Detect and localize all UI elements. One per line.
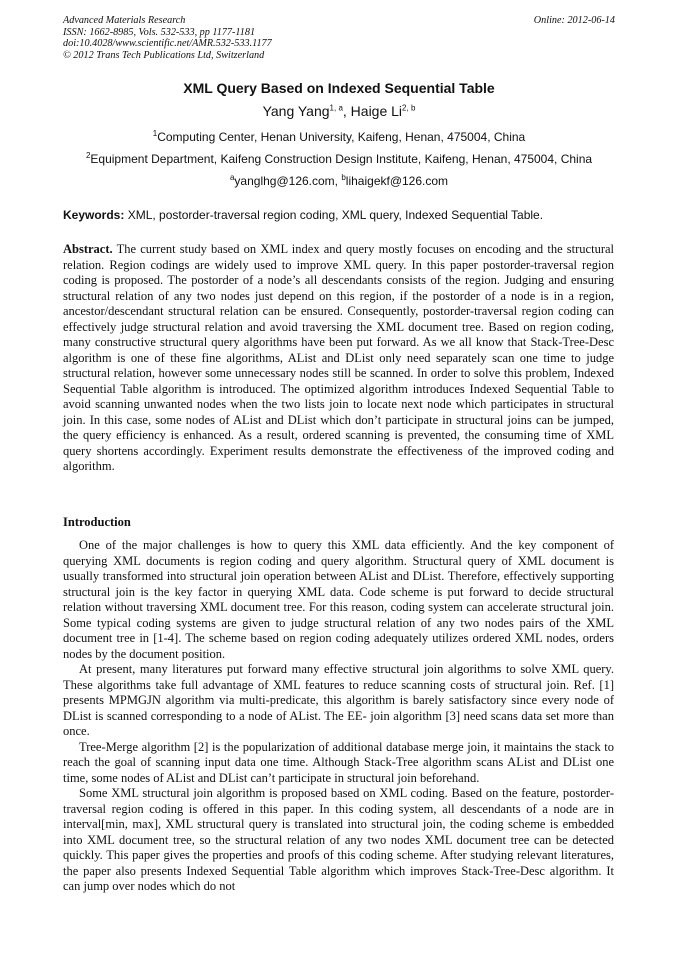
author-1: Yang Yang — [262, 103, 330, 119]
journal-name: Advanced Materials Research — [63, 15, 186, 26]
introduction-body — [63, 538, 614, 895]
running-header — [63, 15, 615, 61]
intro-paragraph-3: Tree-Merge algorithm [2] is the popularization of additional database merge join, it maintains the stack to reach the goal of scanning input data one time. Although Stack-Tree algorithm scans AList and DList one time, some nodes of AList and DList can’t participate in structural join beforehand. — [63, 739, 614, 785]
intro-paragraph-1: One of the major challenges is how to query this XML data efficiently. And the key component of querying XML documents is region coding and query algorithm. Structural query of XML document is usually transformed into structural join operation between AList and DList. Therefore, effectively supporting structural join is the key factor in querying XML data. Code scheme is put forward to decide structural relation without traversing XML document tree. For this reason, coding system can accelerate structural join. Some typical coding systems are given to judge structural relation of any two nodes pairs of the XML document tree in [1-4]. The scheme based on region coding adequately utilizes ordered XML nodes, orders nodes by the document position. — [63, 538, 614, 661]
intro-paragraph-2: At present, many literatures put forward many effective structural join algorithms to solve XML query. These algorithms take full advantage of XML features to reduce scanning costs of structural join. Ref. [1] presents MPMGJN algorithm via multi-predicate, this algorithm is barely satisfactory since every node of DList is scanned corresponding to a node of AList. The EE- join algorithm [3] need scans data set more than once. — [63, 662, 614, 738]
affiliation-2-text: Equipment Department, Kaifeng Construction Design Institute, Kaifeng, Henan, 475004, China — [90, 152, 593, 166]
affiliation-2 — [0, 152, 678, 166]
keywords-label: Keywords: — [63, 208, 125, 222]
abstract-label: Abstract. — [63, 242, 113, 256]
keywords — [63, 208, 623, 222]
email-line — [0, 174, 678, 188]
copyright-line: © 2012 Trans Tech Publications Ltd, Switzerland — [63, 49, 265, 61]
email-b: lihaigekf@126.com — [345, 174, 449, 188]
author-2: Haige Li — [350, 103, 403, 119]
abstract — [63, 242, 614, 475]
affiliation-1 — [0, 130, 678, 144]
section-heading-introduction: Introduction — [63, 515, 131, 529]
intro-paragraph-4: Some XML structural join algorithm is proposed based on XML coding. Based on the feature, postorder-traversal region coding is offered in this paper. In this coding system, all descendants of a node are in interval[min, max], XML structural query is translated into structural join, the coding scheme is embedded into XML document tree, so the structural relation of any two nodes XML document tree can be detected quickly. This paper gives the properties and proofs of this coding scheme. After studying relevant literatures, the paper also presents Indexed Sequential Table algorithm which improves Stack-Tree-Desc algorithm. It can jump over nodes which do not — [63, 786, 614, 893]
email-a-superscript: a — [229, 173, 235, 182]
affiliation-1-superscript: 1 — [152, 129, 158, 138]
abstract-text: The current study based on XML index and query mostly focuses on encoding and the structural relation. Region codings are widely used to improve XML query. In this paper postorder-traversal region coding is proposed. The postorder of a node’s all descendants consists of the region. Judging and ensuring structural relation of any two nodes just depend on this region, if the postorder of a node is in a region, ancestor/descendant structural relation can be ensured. Consequently, postorder-traversal region coding can effectively judge structural relation and avoid traversing the XML document tree. Based on region coding, many constructive structural query algorithms have been put forward. As we all know that Stack-Tree-Desc algorithm is one of these fine algorithms, AList and DList only need separately scan one time to judge structural relation, however some unnecessary nodes still be scanned. In order to solve this problem, Indexed Sequential Table algorithm is introduced. The optimized algorithm introduces Indexed Sequential Table to avoid scanning unwanted nodes when the two lists join to locate next node which participates in structural join. In this case, some nodes of AList and DList which don’t participate in structural joins can be jumped, the query efficiency is enhanced. As a result, ordered scanning is prevented, the consuming time of XML query shortens accordingly. Experiment results demonstrate the effectiveness of the improved coding and algorithm. — [63, 242, 614, 473]
issn-line: ISSN: 1662-8985, Vols. 532-533, pp 1177-1181 — [63, 26, 256, 38]
author-separator: , — [342, 103, 351, 119]
email-a: yanglhg@126.com, — [234, 174, 342, 188]
paper-title: XML Query Based on Indexed Sequential Table — [183, 80, 495, 96]
online-date: Online: 2012-06-14 — [533, 15, 615, 26]
email-b-superscript: b — [341, 173, 346, 182]
affiliation-2-superscript: 2 — [85, 151, 91, 160]
author-2-superscript: 2, b — [402, 103, 416, 113]
affiliation-1-text: Computing Center, Henan University, Kaifeng, Henan, 475004, China — [157, 130, 526, 144]
doi-line: doi:10.4028/www.scientific.net/AMR.532-533.1177 — [63, 38, 272, 50]
author-1-superscript: 1, a — [329, 103, 343, 113]
keywords-text: XML, postorder-traversal region coding, XML query, Indexed Sequential Table. — [124, 208, 544, 222]
author-line — [0, 103, 678, 119]
